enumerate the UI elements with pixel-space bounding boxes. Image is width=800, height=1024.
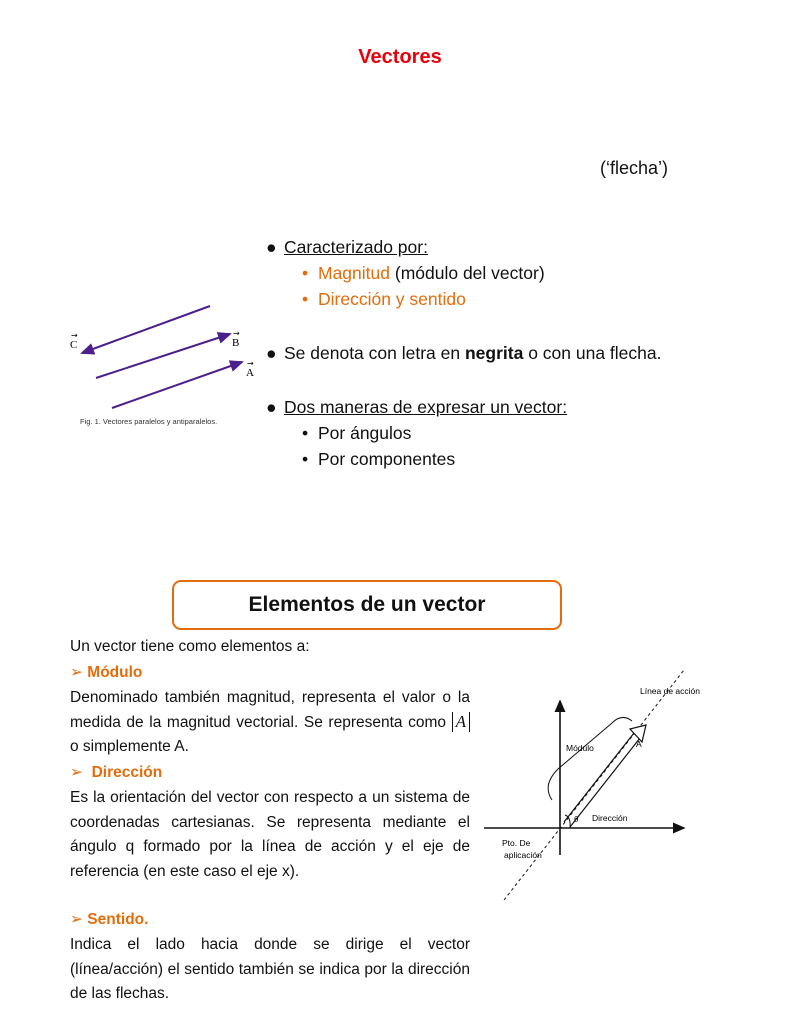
linea-accion-label: Línea de acción [639,686,701,696]
bullet-por-componentes: • Por componentes [302,449,456,469]
flecha-note: (‘flecha’) [600,158,669,178]
bullet-denote: ● Se denota con letra en negrita o con una flecha. [266,343,662,363]
vector-c-label: C [70,339,78,351]
sentido-heading [70,908,470,933]
modulo-bullet-icon: ➢ [70,664,88,681]
modulo-text1: Denominado también magnitud, representa el valor o la medida de la magnitud vectorial. Se representa como [70,689,470,731]
denote-post: o con una flecha. [523,343,662,363]
section-title-box [172,580,562,630]
line-of-action [504,670,684,900]
magnitud-rest: (módulo del vector) [390,263,545,283]
vector-a-label: A [246,367,254,379]
intro-text: Un vector tiene como elementos a: [70,638,310,655]
bullet-two-ways: ● Dos maneras de expresar un vector: [266,397,568,417]
a-label: A [636,739,642,749]
two-ways-label: Dos maneras de expresar un vector: [284,397,568,417]
magnitud-label: Magnitud [318,263,390,283]
modulo-symbol-letter: A [455,711,466,731]
pto-label-2: aplicación [504,850,542,860]
modulo-paragraph [70,686,470,760]
pto-label-1: Pto. De [502,838,531,848]
por-componentes-label: Por componentes [318,449,456,469]
vector-c-arrow-symbol: → [71,331,78,340]
modulo-label: Módulo [566,743,594,753]
section-title: Elementos de un vector [248,593,486,616]
figure-vector-elements [482,665,701,905]
vector-a-arrow [112,362,242,408]
characterized-label: Caracterizado por: [284,237,428,257]
sentido-bullet-icon: ➢ [70,911,88,928]
direccion-label-fig: Dirección [592,813,628,823]
denote-bold: negrita [464,343,524,363]
figure-parallel-vectors [66,318,266,430]
bullet-magnitud: • Magnitud (módulo del vector) [302,263,545,283]
modulo-heading [70,661,470,686]
theta-label: θ [574,815,579,824]
vector-b-arrow-symbol: → [233,329,240,338]
bullet-direccion: • Dirección y sentido [302,289,466,309]
bullet-por-angulos: • Por ángulos [302,423,412,443]
direccion-bullet-icon: ➢ [70,764,92,781]
direccion-paragraph: Es la orientación del vector con respecto a un sistema de coordenadas cartesianas. Se representa mediante el ángulo q formado por la línea de acción y el eje de referencia (en este caso el eje x). [70,789,470,880]
figure1-caption: Fig. 1. Vectores paralelos y antiparalelos. [80,417,218,426]
modulo-heading-label: Módulo [87,664,143,681]
modulo-text2: o simplemente A. [70,738,189,755]
vector-b-label: B [232,337,240,349]
por-angulos-label: Por ángulos [318,423,412,443]
sentido-paragraph: Indica el lado hacia donde se dirige el vector (línea/acción) el sentido también se indica por la dirección de las flechas. [70,936,470,1002]
direccion-label: Dirección y sentido [318,289,466,309]
bullet-characterized: ● Caracterizado por: [266,237,428,257]
direccion-heading-label: Dirección [91,764,163,781]
sentido-heading-label: Sentido. [87,911,149,928]
direccion-heading [70,761,470,786]
vector-a-arrow-symbol: → [247,359,254,368]
page-title: Vectores [358,46,442,68]
denote-pre: Se denota con letra en [284,343,465,363]
modulo-symbol [452,712,470,732]
